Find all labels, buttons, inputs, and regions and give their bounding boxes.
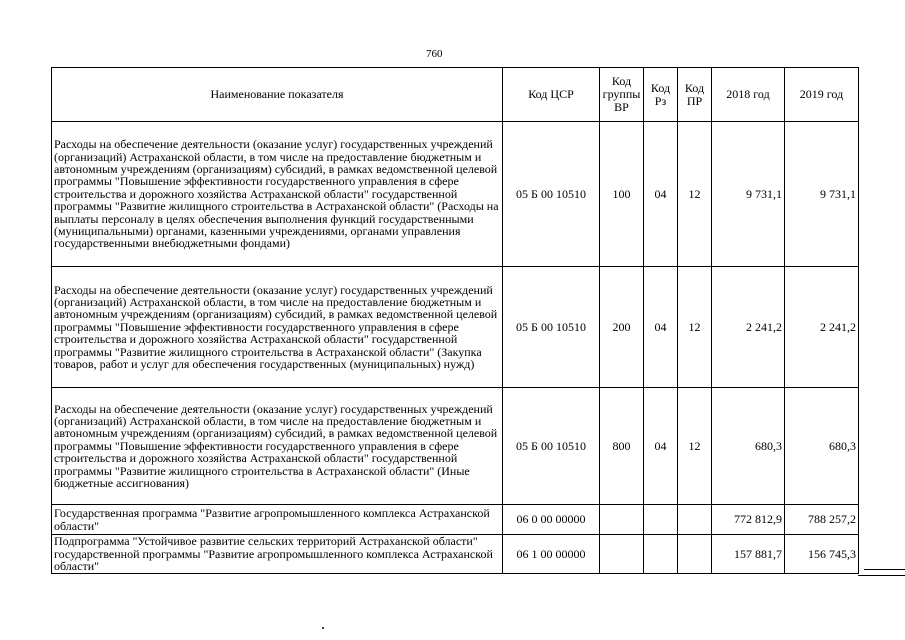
table-row — [52, 535, 859, 574]
cell-pr: 12 — [678, 122, 712, 267]
cell-rz — [644, 535, 678, 574]
header-name: Наименование показателя — [52, 68, 503, 122]
cell-name: Государственная программа "Развитие агропромышленного комплекса Астраханской области" — [52, 505, 503, 535]
header-rz: Код Рз — [644, 68, 678, 122]
cell-2018: 772 812,9 — [712, 505, 785, 535]
cell-2018: 9 731,1 — [712, 122, 785, 267]
cell-vr — [600, 535, 644, 574]
scan-dot — [322, 627, 324, 629]
cell-csr: 05 Б 00 10510 — [503, 388, 600, 505]
trailing-rule-upper — [864, 569, 905, 570]
budget-table — [51, 67, 859, 574]
cell-vr: 800 — [600, 388, 644, 505]
cell-vr: 100 — [600, 122, 644, 267]
cell-name: Расходы на обеспечение деятельности (оказание услуг) государственных учреждений (организаций) Астраханской области, в том числе на предоставление бюджетным и автономным учреждениям (организациям) субсидий, в рамках ведомственной целевой программы "Повышение эффективности государственного управления в сфере строительства и дорожного хозяйства Астраханской области" государственной программы "Развитие жилищного строительства в Астраханской области" (Расходы на выплаты персоналу в целях обеспечения выполнения функций государственными (муниципальными) органами, казенными учреждениями, органами управления государственными внебюджетными фондами) — [52, 122, 503, 267]
cell-2018: 2 241,2 — [712, 267, 785, 388]
cell-name: Расходы на обеспечение деятельности (оказание услуг) государственных учреждений (организаций) Астраханской области, в том числе на предоставление бюджетным и автономным учреждениям (организациям) субсидий, в рамках ведомственной целевой программы "Повышение эффективности государственного управления в сфере строительства и дорожного хозяйства Астраханской области" государственной программы "Развитие жилищного строительства в Астраханской области" (Закупка товаров, работ и услуг для обеспечения государственных (муниципальных) нужд) — [52, 267, 503, 388]
cell-rz: 04 — [644, 267, 678, 388]
cell-rz — [644, 505, 678, 535]
cell-name: Расходы на обеспечение деятельности (оказание услуг) государственных учреждений (организаций) Астраханской области, в том числе на предоставление бюджетным и автономным учреждениям (организациям) субсидий, в рамках ведомственной целевой программы "Повышение эффективности государственного управления в сфере строительства и дорожного хозяйства Астраханской области" государственной программы "Развитие жилищного строительства в Астраханской области" (Иные бюджетные ассигнования) — [52, 388, 503, 505]
cell-pr — [678, 535, 712, 574]
cell-vr — [600, 505, 644, 535]
cell-2019: 156 745,3 — [785, 535, 859, 574]
cell-pr: 12 — [678, 267, 712, 388]
cell-rz: 04 — [644, 388, 678, 505]
table-row — [52, 122, 859, 267]
cell-rz: 04 — [644, 122, 678, 267]
cell-csr: 05 Б 00 10510 — [503, 122, 600, 267]
cell-2019: 680,3 — [785, 388, 859, 505]
cell-csr: 05 Б 00 10510 — [503, 267, 600, 388]
cell-2018: 157 881,7 — [712, 535, 785, 574]
table-row — [52, 388, 859, 505]
cell-2018: 680,3 — [712, 388, 785, 505]
header-pr: Код ПР — [678, 68, 712, 122]
header-2019: 2019 год — [785, 68, 859, 122]
header-csr: Код ЦСР — [503, 68, 600, 122]
table-header-row — [52, 68, 859, 122]
cell-2019: 788 257,2 — [785, 505, 859, 535]
table-row — [52, 267, 859, 388]
page-number: 760 — [426, 48, 443, 60]
cell-pr: 12 — [678, 388, 712, 505]
trailing-rule — [858, 575, 905, 576]
cell-csr: 06 0 00 00000 — [503, 505, 600, 535]
cell-csr: 06 1 00 00000 — [503, 535, 600, 574]
header-vr: Код группы ВР — [600, 68, 644, 122]
cell-2019: 9 731,1 — [785, 122, 859, 267]
table-row — [52, 505, 859, 535]
cell-pr — [678, 505, 712, 535]
cell-vr: 200 — [600, 267, 644, 388]
cell-2019: 2 241,2 — [785, 267, 859, 388]
cell-name: Подпрограмма "Устойчивое развитие сельских территорий Астраханской области" государственной программы "Развитие агропромышленного комплекса Астраханской области" — [52, 535, 503, 574]
header-2018: 2018 год — [712, 68, 785, 122]
